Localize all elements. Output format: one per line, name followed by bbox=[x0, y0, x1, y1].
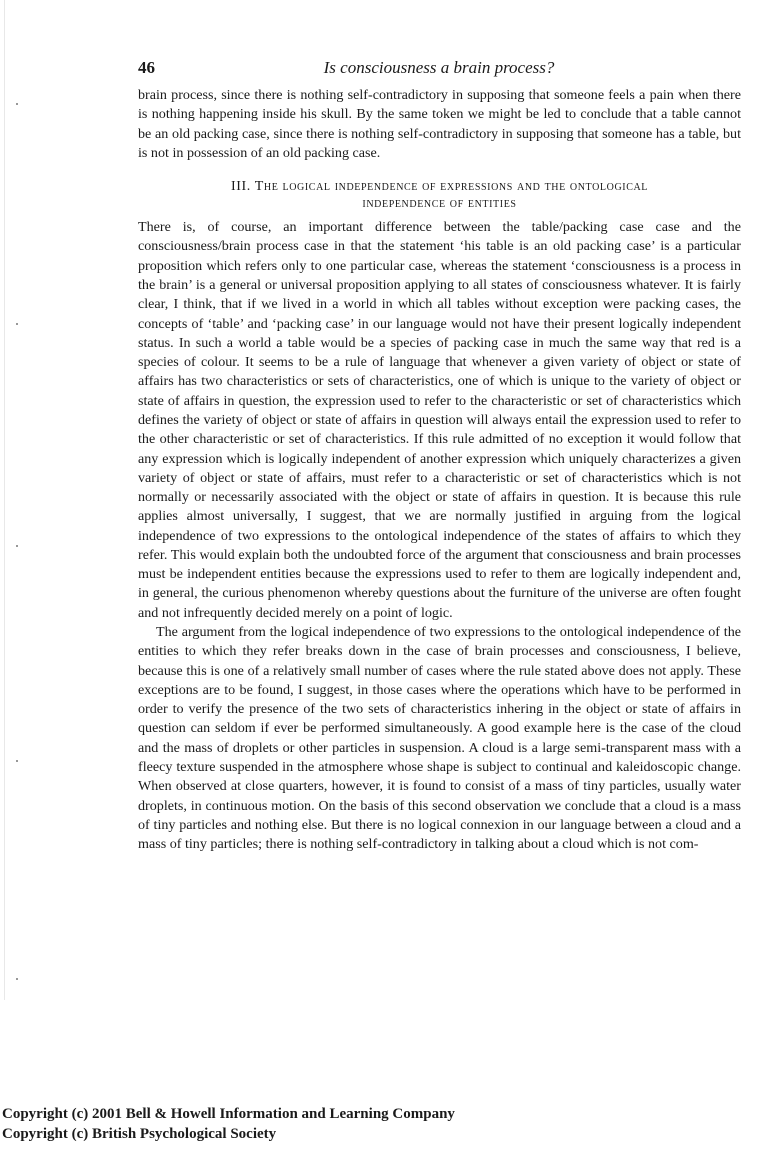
section-heading-line: independence of entities bbox=[362, 196, 517, 212]
scan-edge bbox=[4, 0, 5, 1000]
copyright-line: Copyright (c) 2001 Bell & Howell Information and Learning Company bbox=[2, 1106, 455, 1122]
margin-speck bbox=[16, 545, 18, 547]
section-heading bbox=[138, 178, 741, 212]
running-title: Is consciousness a brain process? bbox=[323, 58, 555, 77]
copyright-line: Copyright (c) British Psychological Society bbox=[2, 1126, 277, 1142]
section-heading-line: III. The logical independence of expressions and the ontological bbox=[231, 179, 648, 195]
margin-speck bbox=[16, 760, 18, 762]
page-number: 46 bbox=[138, 58, 155, 77]
paragraph-continuation: brain process, since there is nothing self-contradictory in supposing that someone feels a pain when there is nothing happening inside his skull. By the same token we might be led to conclude that a table cannot be an old packing case, since there is nothing self-contradictory in supposing that someone has a table, but is not in possession of an old packing case. bbox=[138, 87, 741, 161]
margin-speck bbox=[16, 323, 18, 325]
paragraph: There is, of course, an important difference between the table/packing case case and the consciousness/brain process case in that the statement ‘his table is an old packing case’ is a particular proposition which refers only to one particular case, whereas the statement ‘consciousness is a process in the brain’ is a general or universal proposition applying to all states of consciousness whatever. It is fairly clear, I think, that if we lived in a world in which all tables without exception were packing cases, the concepts of ‘table’ and ‘packing case’ in our language would not have their present logically independent status. In such a world a table would be a species of packing case in much the same way that red is a species of colour. It seems to be a rule of language that whenever a given variety of object or state of affairs has two characteristics or sets of characteristics, one of which is unique to the variety of object or state of affairs in question, the expression used to refer to the characteristic or set of characteristics which defines the variety of object or state of affairs in question will always entail the expression used to refer to the other characteristic or set of characteristics. If this rule admitted of no exception it would follow that any expression which is logically independent of another expression which uniquely characterizes a given variety of object or state of affairs, must refer to a characteristic or set of characteristics which is not normally or necessarily associated with the object or state of affairs in question. It is because this rule applies almost universally, I suggest, that we are normally justified in arguing from the logical independence of two expressions to the ontological independence of the states of affairs to which they refer. This would explain both the undoubted force of the argument that consciousness and brain processes must be independent entities because the expressions used to refer to them are logically independent and, in general, the curious phenomenon whereby questions about the furniture of the universe are often fought and not infrequently decided merely on a point of logic. bbox=[138, 219, 741, 621]
paragraph: The argument from the logical independence of two expressions to the ontological independence of the entities to which they refer breaks down in the case of brain processes and consciousness, I believe, because this is one of a relatively small number of cases where the rule stated above does not apply. These exceptions are to be found, I suggest, in those cases where the operations which have to be performed in order to verify the presence of the two sets of characteristics inhering in the object or state of affairs in question can seldom if ever be performed simultaneously. A good example here is the case of the cloud and the mass of droplets or other particles in suspension. A cloud is a large semi-transparent mass with a fleecy texture suspended in the atmosphere whose shape is subject to continual and kaleidoscopic change. When observed at close quarters, however, it is found to consist of a mass of tiny particles, usually water droplets, in continuous motion. On the basis of this second observation we conclude that a cloud is a mass of tiny particles and nothing else. But there is no logical connexion in our language between a cloud and a mass of tiny particles; there is nothing self-contradictory in talking about a cloud which is not com- bbox=[138, 624, 741, 853]
page-header bbox=[138, 58, 740, 82]
body-text bbox=[138, 86, 741, 854]
copyright-footer bbox=[2, 1104, 455, 1144]
margin-speck bbox=[16, 978, 18, 980]
margin-speck bbox=[16, 103, 18, 105]
